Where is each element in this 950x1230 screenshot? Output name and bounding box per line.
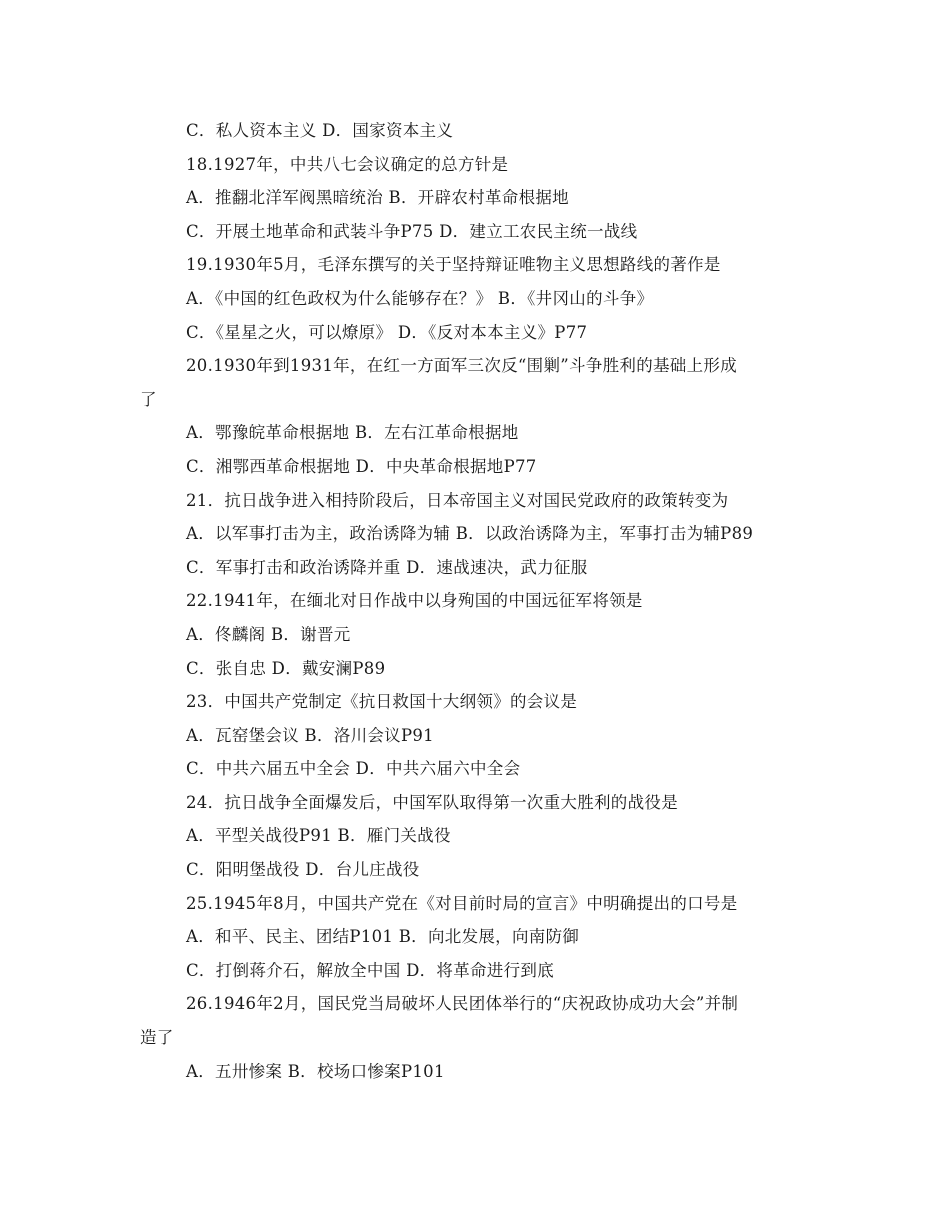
text-line: A．和平、民主、团结P101 B．向北发展，向南防御 (186, 927, 580, 947)
text-line: C．中共六届五中全会 D．中共六届六中全会 (186, 759, 521, 779)
text-line: C．军事打击和政治诱降并重 D．速战速决，武力征服 (186, 557, 588, 577)
question-19: 19.1930年5月，毛泽东撰写的关于坚持辩证唯物主义思想路线的著作是 (186, 255, 721, 275)
text-line: A．五卅惨案 B．校场口惨案P101 (186, 1061, 445, 1081)
text-line: C．私人资本主义 D．国家资本主义 (186, 121, 454, 140)
text-line: C．《星星之火，可以燎原》 D．《反对本本主义》P77 (186, 322, 588, 342)
question-21: 21．抗日战争进入相持阶段后，日本帝国主义对国民党政府的政策转变为 (186, 490, 729, 510)
question-24: 24．抗日战争全面爆发后，中国军队取得第一次重大胜利的战役是 (186, 792, 678, 812)
document-body (140, 114, 820, 1088)
text-line: C．打倒蒋介石，解放全中国 D．将革命进行到底 (186, 960, 554, 980)
text-line: C．阳明堡战役 D．台儿庄战役 (186, 860, 420, 880)
text-line: A．瓦窑堡会议 B．洛川会议P91 (186, 725, 434, 745)
question-22: 22.1941年，在缅北对日作战中以身殉国的中国远征军将领是 (186, 591, 643, 611)
text-line: A．以军事打击为主，政治诱降为辅 B．以政治诱降为主，军事打击为辅P89 (186, 524, 754, 544)
text-line: C．开展土地革命和武装斗争P75 D．建立工农民主统一战线 (186, 221, 638, 241)
text-line: C．张自忠 D．戴安澜P89 (186, 658, 386, 678)
text-line: A．佟麟阁 B．谢晋元 (186, 624, 351, 644)
question-18: 18.1927年，中共八七会议确定的总方针是 (186, 154, 509, 174)
question-20: 20.1930年到1931年，在红一方面军三次反“围剿”斗争胜利的基础上形成 (186, 356, 737, 376)
text-line-continuation: 造了 (140, 1028, 174, 1048)
text-line: C．湘鄂西革命根据地 D．中央革命根据地P77 (186, 456, 537, 476)
text-line: A．平型关战役P91 B．雁门关战役 (186, 826, 451, 846)
question-25: 25.1945年8月，中国共产党在《对目前时局的宣言》中明确提出的口号是 (186, 893, 738, 913)
text-line: A．鄂豫皖革命根据地 B．左右江革命根据地 (186, 423, 519, 443)
text-line: A．《中国的红色政权为什么能够存在？》 B．《井冈山的斗争》 (186, 288, 654, 308)
text-line: A．推翻北洋军阀黑暗统治 B．开辟农村革命根据地 (186, 188, 569, 208)
question-26: 26.1946年2月，国民党当局破坏人民团体举行的“庆祝政协成功大会”并制 (186, 994, 739, 1014)
text-line-continuation: 了 (140, 389, 157, 409)
question-23: 23．中国共产党制定《抗日救国十大纲领》的会议是 (186, 692, 578, 712)
